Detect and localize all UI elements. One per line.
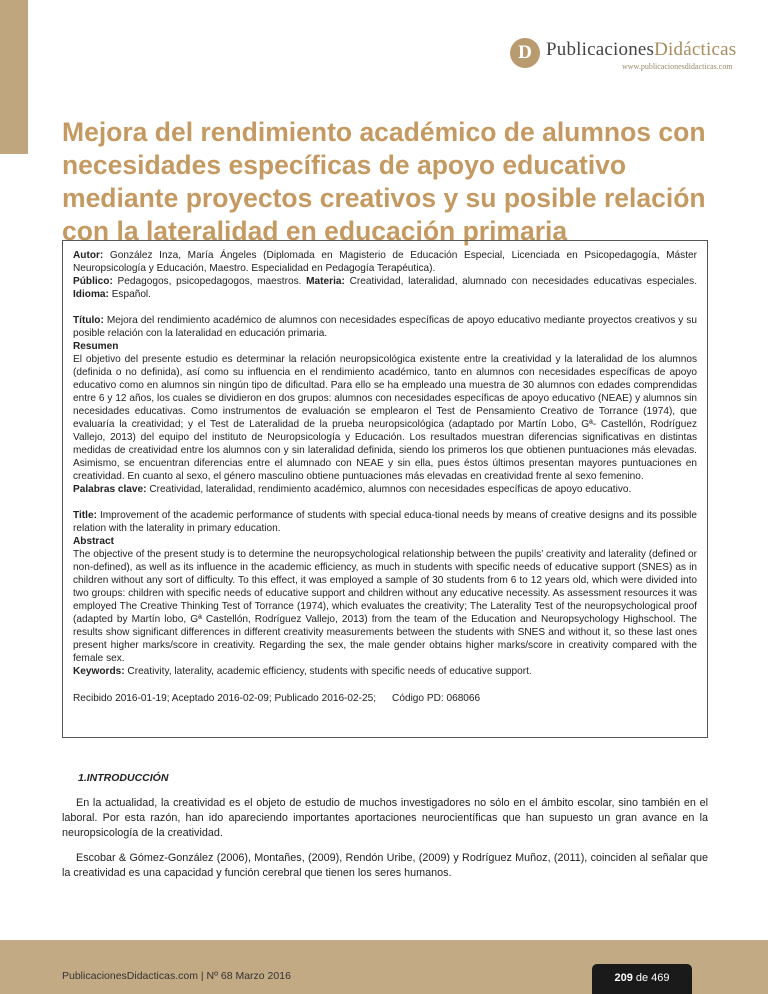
spanish-keywords-line <box>73 483 697 496</box>
subject-label: Materia: <box>306 276 345 287</box>
page-footer <box>0 940 768 994</box>
article-metadata-box <box>62 240 708 738</box>
summary-heading: Resumen <box>73 341 119 352</box>
summary-text: El objetivo del presente estudio es determinar la relación neuropsicológica existente entre la creatividad y la lateralidad de los alumnos (definida o no definida), así como su influencia en el rendimiento académico, tanto en alumnos con necesidades específicas de apoyo educativo como en alumnos sin ningún tipo de dificultad. Para ello se ha empleado una muestra de 30 alumnos con edades comprendidas entre 6 y 12 años, los cuales se dividieron en dos grupos: alumnos con necesidades específicas de apoyo educativo (NEAE) y alumnos sin necesidades educativas. Como instrumentos de evaluación se emplearon el Test de Pensamiento Creativo de Torrance (1974), que evaluaría la creatividad; y el Test de Lateralidad de la prueba neuropsicológica (adaptado por Martín Lobo, Gª- Castellón, Rodríguez Vallejo, 2013) del equipo del instituto de Neuropsicología y Educación. Los resultados muestran diferencias significativas en distintas medidas de creatividad entre los alumnos con y sin lateralidad definida, siendo los primeros los que obtienen puntuaciones más elevadas. Asimismo, se encuentran diferencias entre el alumnado con NEAE y sin ella, pues éstos últimos presentan mayores puntuaciones en creatividad. En cuanto al sexo, el género masculino obtiene puntuaciones más elevadas en creatividad frente al sexo femenino. <box>73 354 697 482</box>
english-title-line <box>73 509 697 535</box>
english-keywords-value: Creativity, laterality, academic efficiency, students with specific needs of educative support. <box>127 666 532 677</box>
abstract-heading: Abstract <box>73 536 114 547</box>
author-label: Autor: <box>73 250 104 261</box>
author-line <box>73 249 697 275</box>
article-title: Mejora del rendimiento académico de alumnos con necesidades específicas de apoyo educativo mediante proyectos creativos y su posible relación con la lateralidad en educación primaria <box>62 117 706 246</box>
publication-dates <box>73 692 697 705</box>
english-title-value: Improvement of the academic performance of students with special educa-tional needs by means of creative designs and its possible relation with the laterality in primary education. <box>73 510 697 534</box>
publisher-brand[interactable] <box>510 38 740 72</box>
page-current: 209 <box>614 972 633 984</box>
page-total: de 469 <box>635 972 670 984</box>
publisher-name-part1: Publicaciones <box>546 39 655 60</box>
subject-value: Creatividad, lateralidad, alumnado con necesidades educativas especiales. <box>349 276 697 287</box>
publisher-url[interactable]: www.publicacionesdidacticas.com <box>622 62 733 71</box>
publisher-name-part2: Didácticas <box>654 39 737 60</box>
english-keywords-line <box>73 665 697 678</box>
side-color-tab <box>0 0 28 154</box>
body-paragraph-1: En la actualidad, la creatividad es el objeto de estudio de muchos investigadores no sólo en el ámbito escolar, sino también en el laboral. Por esta razón, han ido apareciendo importantes aportaciones neurocientíficas que han supuesto un gran avance en la neuropsicología de la creatividad. <box>62 797 708 839</box>
language-label: Idioma: <box>73 289 109 300</box>
dates-value: Recibido 2016-01-19; Aceptado 2016-02-09; Publicado 2016-02-25; <box>73 693 377 704</box>
spanish-keywords-label: Palabras clave: <box>73 484 147 495</box>
footer-issue-text: PublicacionesDidacticas.com | Nº 68 Marzo 2016 <box>62 970 291 982</box>
section-heading-introduction: 1.INTRODUCCIÓN <box>78 772 169 784</box>
pd-code: Código PD: 068066 <box>392 693 481 704</box>
spanish-title-label: Título: <box>73 315 104 326</box>
language-value: Español. <box>111 289 151 300</box>
spanish-keywords-value: Creatividad, lateralidad, rendimiento académico, alumnos con necesidades específicas de apoyo educativo. <box>149 484 632 495</box>
publisher-name <box>546 39 736 61</box>
publisher-logo-icon: D <box>510 38 540 68</box>
spanish-title-value: Mejora del rendimiento académico de alumnos con necesidades específicas de apoyo educativo mediante proyectos creativos y su posible relación con la lateralidad en educación primaria. <box>73 315 697 339</box>
english-title-label: Title: <box>73 510 97 521</box>
spanish-title-line <box>73 314 697 340</box>
page-number-badge <box>592 964 692 994</box>
author-value: González Inza, María Ángeles (Diplomada en Magisterio de Educación Especial, Licenciada en Psicopedagogía, Máster Neuropsicología y Educación, Maestro. Especialidad en Pedagogía Terapéutica). <box>73 250 697 274</box>
abstract-text: The objective of the present study is to determine the neuropsychological relationship between the pupils’ creativity and laterality (defined or non-defined), as well as its influence in the academic efficiency, as much in students with specific needs of educative support (SNES) as in children without any sort of difficulty. To this effect, it was employed a sample of 30 students from 6 to 12 years old, which were divided into two groups: children with specific needs of educative support and children without any educative necessity. As assessment resources it was employed The Creative Thinking Test of Torrance (1974), which evaluates the creativity; The Laterality Test of the neuropsychological proof (adapted by Martín lobo, Gª Castellón, Rodríguez Vallejo, 2013) from the team of the Education and Neuropsychology Highschool. The results show significant differences in different creativity measurements between the students with SNES and without it, so these last ones present higher marks/score in creativity. Regarding the sex, the male gender obtains higher marks/score in creativity compared with the female sex. <box>73 549 697 664</box>
english-keywords-label: Keywords: <box>73 666 125 677</box>
audience-line <box>73 275 697 301</box>
audience-label: Público: <box>73 276 113 287</box>
body-paragraph-2: Escobar & Gómez-González (2006), Montañes, (2009), Rendón Uribe, (2009) y Rodríguez Muñoz, (2011), coinciden al señalar que la creatividad es una capacidad y función cerebral que tienen los seres humanos. <box>62 852 708 879</box>
audience-value: Pedagogos, psicopedagogos, maestros. <box>117 276 302 287</box>
